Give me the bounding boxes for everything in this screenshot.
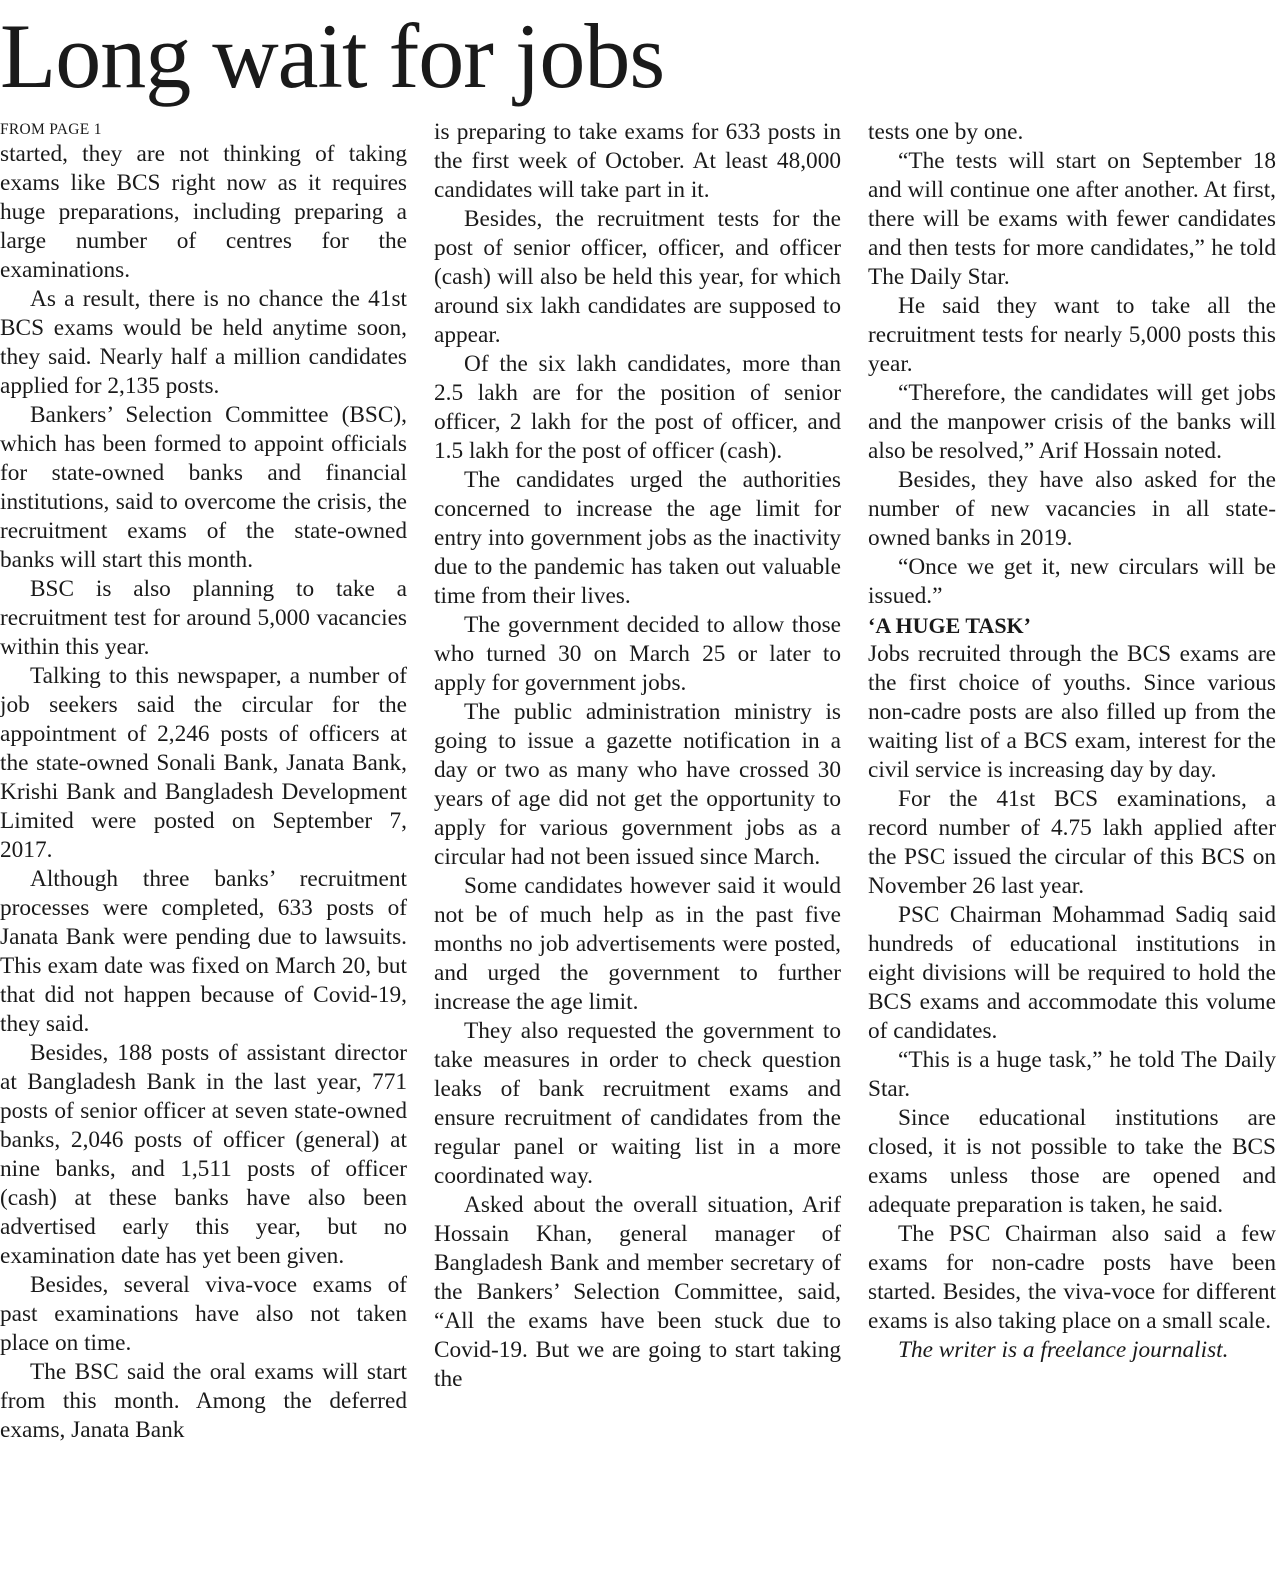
paragraph: started, they are not thinking of taking exams like BCS right now as it requires huge preparations, including preparing a large number of centres for the examinations. — [0, 141, 407, 283]
paragraph: Besides, 188 posts of assistant director at Bangladesh Bank in the last year, 771 posts of senior officer at seven state-owned banks, 2,046 posts of officer (general) at nine banks, and 1,511 posts of officer (cash) at these banks have also been advertised early this year, but no examination date has yet been given. — [0, 1040, 407, 1269]
paragraph: Of the six lakh candidates, more than 2.5 lakh are for the position of senior officer, 2 lakh for the post of officer, and 1.5 lakh for the post of officer (cash). — [434, 351, 841, 464]
paragraph: Jobs recruited through the BCS exams are the first choice of youths. Since various non-cadre posts are also filled up from the waiting list of a BCS exam, interest for the civil service is increasing day by day. — [868, 641, 1276, 783]
paragraph: Besides, several viva-voce exams of past examinations have also not taken place on time. — [0, 1272, 407, 1356]
paragraph: “The tests will start on September 18 and will continue one after another. At first, there will be exams with fewer candidates and then tests for more candidates,” he told The Daily Star. — [868, 148, 1276, 290]
paragraph: The public administration ministry is going to issue a gazette notification in a day or two as many who have crossed 30 years of age did not get the opportunity to apply for various government jobs as a circular had not been issued since March. — [434, 699, 841, 870]
section-subhead: ‘A HUGE TASK’ — [868, 613, 1031, 638]
paragraph: He said they want to take all the recruitment tests for nearly 5,000 posts this year. — [868, 293, 1276, 377]
article-column-1 — [0, 118, 407, 1445]
paragraph: Bankers’ Selection Committee (BSC), which has been formed to appoint officials for state-owned banks and financial institutions, said to overcome the crisis, the recruitment exams of the state-owned banks will start this month. — [0, 402, 407, 573]
paragraph: They also requested the government to take measures in order to check question leaks of bank recruitment exams and ensure recruitment of candidates from the regular panel or waiting list in a more coordinated way. — [434, 1018, 841, 1189]
article-column-2 — [434, 118, 841, 1394]
paragraph: PSC Chairman Mohammad Sadiq said hundreds of educational institutions in eight divisions will be required to hold the BCS exams and accommodate this volume of candidates. — [868, 902, 1276, 1044]
paragraph: Although three banks’ recruitment processes were completed, 633 posts of Janata Bank were pending due to lawsuits. This exam date was fixed on March 20, but that did not happen because of Covid-19, they said. — [0, 866, 407, 1037]
paragraph: Besides, they have also asked for the number of new vacancies in all state-owned banks in 2019. — [868, 467, 1276, 551]
article-column-3 — [868, 118, 1276, 1365]
paragraph: “Once we get it, new circulars will be issued.” — [868, 554, 1276, 609]
headline: Long wait for jobs — [0, 5, 665, 107]
paragraph: is preparing to take exams for 633 posts in the first week of October. At least 48,000 candidates will take part in it. — [434, 119, 841, 203]
paragraph: The candidates urged the authorities concerned to increase the age limit for entry into government jobs as the inactivity due to the pandemic has taken out valuable time from their lives. — [434, 467, 841, 609]
paragraph: The PSC Chairman also said a few exams for non-cadre posts have been started. Besides, the viva-voce for different exams is also taking place on a small scale. — [868, 1221, 1276, 1334]
paragraph: Asked about the overall situation, Arif Hossain Khan, general manager of Bangladesh Bank and member secretary of the Bankers’ Selection Committee, said, “All the exams have been stuck due to Covid-19. But we are going to start taking the — [434, 1192, 841, 1392]
paragraph: BSC is also planning to take a recruitment test for around 5,000 vacancies within this year. — [0, 576, 407, 660]
paragraph: Since educational institutions are closed, it is not possible to take the BCS exams unless those are opened and adequate preparation is taken, he said. — [868, 1105, 1276, 1218]
paragraph: “This is a huge task,” he told The Daily Star. — [868, 1047, 1276, 1102]
from-page-label: FROM PAGE 1 — [0, 121, 102, 138]
paragraph: Some candidates however said it would not be of much help as in the past five months no job advertisements were posted, and urged the government to further increase the age limit. — [434, 873, 841, 1015]
paragraph: As a result, there is no chance the 41st BCS exams would be held anytime soon, they said. Nearly half a million candidates applied for 2,135 posts. — [0, 286, 407, 399]
paragraph: tests one by one. — [868, 119, 1024, 145]
paragraph: The BSC said the oral exams will start from this month. Among the deferred exams, Janata Bank — [0, 1359, 407, 1443]
paragraph: “Therefore, the candidates will get jobs and the manpower crisis of the banks will also be resolved,” Arif Hossain noted. — [868, 380, 1276, 464]
paragraph: Besides, the recruitment tests for the post of senior officer, officer, and officer (cash) will also be held this year, for which around six lakh candidates are supposed to appear. — [434, 206, 841, 348]
paragraph: For the 41st BCS examinations, a record number of 4.75 lakh applied after the PSC issued the circular of this BCS on November 26 last year. — [868, 786, 1276, 899]
paragraph: Talking to this newspaper, a number of job seekers said the circular for the appointment of 2,246 posts of officers at the state-owned Sonali Bank, Janata Bank, Krishi Bank and Bangladesh Development Limited were posted on September 7, 2017. — [0, 663, 407, 863]
paragraph: The government decided to allow those who turned 30 on March 25 or later to apply for government jobs. — [434, 612, 841, 696]
writer-byline: The writer is a freelance journalist. — [898, 1337, 1229, 1363]
